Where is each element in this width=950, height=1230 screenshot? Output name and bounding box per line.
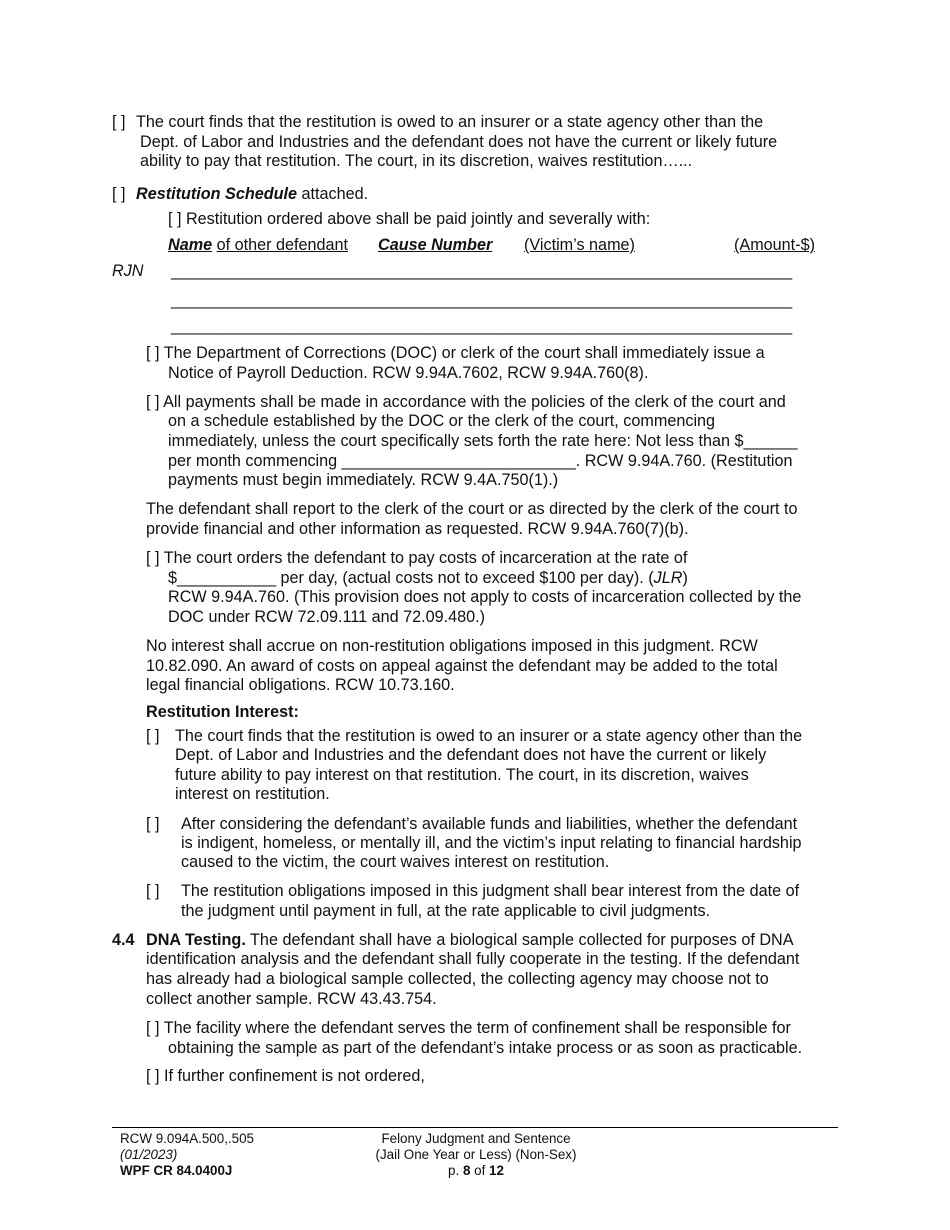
footer-page-total: 12 [489,1163,504,1178]
incarceration-close-paren: ) [682,569,688,587]
incarceration-rate-text: $___________ per day, (actual costs not to exceed $100 per day). ( [168,569,654,587]
interest-option-1-line-3: future ability to pay interest on that restitution. The court, in its discretion, waives [175,766,749,784]
footer-page-current: 8 [462,1163,471,1178]
incarceration-line-2 [168,569,688,588]
incarceration-line-1: [ ] The court orders the defendant to pay costs of incarceration at the rate of [146,549,688,567]
dna-option-1-line-1: [ ] The facility where the defendant serves the term of confinement shall be responsible for [146,1019,791,1037]
dna-option-1-line-2: obtaining the sample as part of the defendant’s intake process or as soon as practicable. [168,1039,803,1057]
interest-option-1-line-2: Dept. of Labor and Industries and the defendant does not have the current or likely [175,746,767,764]
payments-line-5: payments must begin immediately. RCW 9.4A.750(1).) [168,471,559,489]
interest-option-3-line-1: The restitution obligations imposed in this judgment shall bear interest from the date of [181,882,800,900]
defendant-blank-line-3[interactable]: _____________________________________________________________________ [171,317,793,335]
interest-note-line-3: legal financial obligations. RCW 10.73.160. [146,676,455,694]
payments-line-1: [ ] All payments shall be made in accordance with the policies of the clerk of the court and [146,393,786,411]
footer-rcw: RCW 9.094A.500,.505 [120,1131,254,1146]
payments-line-2: on a schedule established by the DOC or the clerk of the court, commencing [168,412,716,430]
schedule-rest: attached. [301,185,369,203]
schedule-line [136,185,368,204]
payments-line-3: immediately, unless the court specifically sets forth the rate here: Not less than $______ [168,432,798,450]
interest-option-1-checkbox[interactable]: [ ] [146,727,160,745]
interest-option-3-line-2: the judgment until payment in full, at the rate applicable to civil judgments. [181,902,711,920]
dna-section-number: 4.4 [112,931,135,949]
dna-line-1-text: The defendant shall have a biological sample collected for purposes of DNA [250,931,794,949]
payroll-line-1: [ ] The Department of Corrections (DOC) or clerk of the court shall immediately issue a [146,344,765,362]
interest-option-2-line-1: After considering the defendant’s available funds and liabilities, whether the defendant [181,815,798,833]
schedule-bold-label: Restitution Schedule [136,185,297,203]
column-header-cause: Cause Number [378,236,493,254]
dna-line-4: collect another sample. RCW 43.43.754. [146,990,437,1008]
payments-line-4: per month commencing __________________________. RCW 9.94A.760. (Restitution [168,452,793,470]
interest-note-line-2: 10.82.090. An award of costs on appeal against the defendant may be added to the total [146,657,778,675]
joint-several-line: [ ] Restitution ordered above shall be paid jointly and severally with: [168,210,651,228]
column-header-victim: (Victim’s name) [524,236,635,254]
footer-rule [112,1127,838,1128]
dna-line-3: has already had a biological sample collected, the collecting agency may choose not to [146,970,769,988]
rjn-label: RJN [112,262,144,280]
interest-option-2-line-2: is indigent, homeless, or mentally ill, and the victim’s input relating to financial hardship [181,834,802,852]
restitution-waiver-line-1: The court finds that the restitution is owed to an insurer or a state agency other than the [136,113,764,131]
footer-title-1: Felony Judgment and Sentence [381,1131,571,1146]
restitution-waiver-checkbox[interactable]: [ ] [112,113,126,131]
column-name-bold: Name [168,236,213,254]
interest-option-3-checkbox[interactable]: [ ] [146,882,160,900]
column-name-rest: of other defendant [216,236,348,254]
interest-note-line-1: No interest shall accrue on non-restitution obligations imposed in this judgment. RCW [146,637,758,655]
restitution-interest-heading: Restitution Interest: [146,703,299,721]
report-line-1: The defendant shall report to the clerk of the court or as directed by the clerk of the court to [146,500,798,518]
footer-date: (01/2023) [120,1147,178,1162]
footer-page-number [334,1163,618,1178]
dna-option-2-line-1: [ ] If further confinement is not ordered, [146,1067,425,1085]
dna-title: DNA Testing. [146,931,246,949]
restitution-waiver-line-3: ability to pay that restitution. The court, in its discretion, waives restitution…... [140,152,693,170]
report-line-2: provide financial and other information as requested. RCW 9.94A.760(7)(b). [146,520,689,538]
column-header-amount: (Amount-$) [734,236,815,254]
interest-option-1-line-4: interest on restitution. [175,785,330,803]
interest-option-2-line-3: caused to the victim, the court waives interest on restitution. [181,853,610,871]
incarceration-jlr: JLR [653,569,683,587]
interest-option-1-line-1: The court finds that the restitution is owed to an insurer or a state agency other than the [175,727,803,745]
payroll-line-2: Notice of Payroll Deduction. RCW 9.94A.7602, RCW 9.94A.760(8). [168,364,649,382]
schedule-checkbox[interactable]: [ ] [112,185,126,203]
footer-page-of: of [474,1163,486,1178]
column-header-name [168,236,348,255]
incarceration-line-3: RCW 9.94A.760. (This provision does not apply to costs of incarceration collected by the [168,588,802,606]
incarceration-line-4: DOC under RCW 72.09.111 and 72.09.480.) [168,608,486,626]
footer-title-2: (Jail One Year or Less) (Non-Sex) [375,1147,577,1162]
restitution-waiver-line-2: Dept. of Labor and Industries and the defendant does not have the current or likely future [140,133,778,151]
footer-page-prefix: p. [448,1163,460,1178]
dna-line-1 [146,931,794,950]
footer-form-number: WPF CR 84.0400J [120,1163,233,1178]
interest-option-2-checkbox[interactable]: [ ] [146,815,160,833]
dna-line-2: identification analysis and the defendant shall fully cooperate in the testing. If the defendant [146,950,800,968]
defendant-blank-line-1[interactable]: _____________________________________________________________________ [171,262,793,280]
defendant-blank-line-2[interactable]: _____________________________________________________________________ [171,291,793,309]
